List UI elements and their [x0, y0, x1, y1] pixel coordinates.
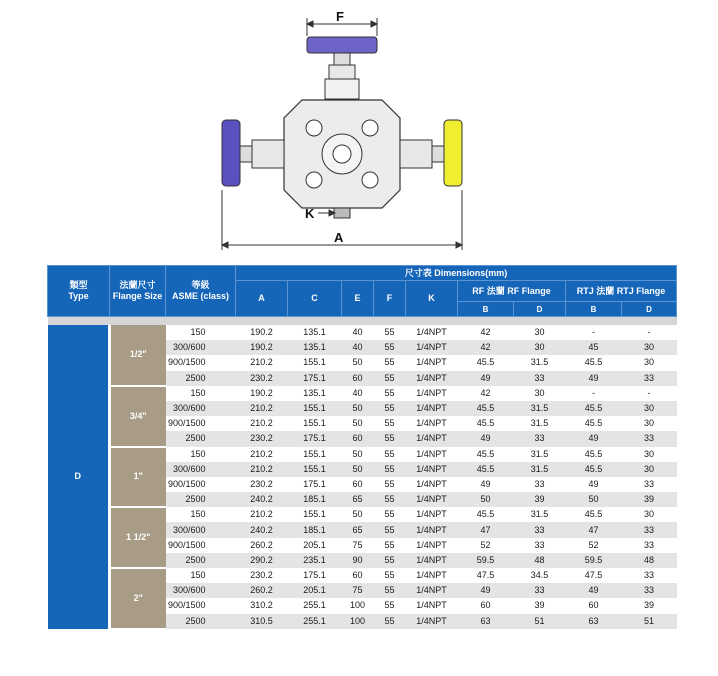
value-cell: 30	[622, 507, 677, 522]
value-cell: 49	[566, 477, 622, 492]
value-cell: 135.1	[288, 340, 342, 355]
value-cell: 33	[514, 538, 566, 553]
value-cell: 60	[458, 598, 514, 613]
value-cell: 34.5	[514, 568, 566, 583]
value-cell: 190.2	[236, 325, 288, 340]
value-cell: 33	[622, 583, 677, 598]
value-cell: 55	[374, 416, 406, 431]
class-cell: 2500	[166, 614, 236, 629]
value-cell: 155.1	[288, 416, 342, 431]
class-cell: 900/1500	[166, 598, 236, 613]
table-row	[48, 568, 677, 583]
class-cell: 150	[166, 507, 236, 522]
value-cell: 33	[514, 431, 566, 446]
value-cell: 49	[458, 431, 514, 446]
value-cell: 30	[514, 340, 566, 355]
value-cell: 155.1	[288, 462, 342, 477]
value-cell: 290.2	[236, 553, 288, 568]
table-body	[48, 325, 677, 629]
value-cell: 49	[566, 371, 622, 386]
class-cell: 300/600	[166, 462, 236, 477]
class-cell: 2500	[166, 371, 236, 386]
value-cell: 30	[622, 462, 677, 477]
rtj-b-header: B	[566, 302, 622, 317]
value-cell: 190.2	[236, 340, 288, 355]
class-cell: 2500	[166, 492, 236, 507]
dimension-k-label: K	[305, 206, 315, 221]
value-cell: 31.5	[514, 447, 566, 462]
value-cell: 60	[342, 431, 374, 446]
value-cell: 175.1	[288, 477, 342, 492]
value-cell: 45.5	[566, 355, 622, 370]
value-cell: 1/4NPT	[406, 522, 458, 537]
value-cell: 60	[342, 568, 374, 583]
value-cell: 49	[566, 583, 622, 598]
value-cell: 50	[342, 355, 374, 370]
flange-size-cell: 1/2"	[110, 325, 166, 386]
value-cell: 39	[622, 492, 677, 507]
flange-size-header: 法蘭尺寸 Flange Size	[110, 266, 166, 317]
value-cell: 40	[342, 325, 374, 340]
flange-size-cell: 3/4"	[110, 386, 166, 447]
flange-size-cell: 1 1/2"	[110, 507, 166, 568]
value-cell: 33	[622, 431, 677, 446]
rf-b-header: B	[458, 302, 514, 317]
value-cell: 155.1	[288, 447, 342, 462]
value-cell: 55	[374, 386, 406, 401]
value-cell: 1/4NPT	[406, 568, 458, 583]
dimension-a-label: A	[334, 230, 344, 245]
rf-d-header: D	[514, 302, 566, 317]
flange-size-cell: 1"	[110, 447, 166, 508]
value-cell: 210.2	[236, 355, 288, 370]
value-cell: 45.5	[458, 401, 514, 416]
value-cell: 65	[342, 492, 374, 507]
value-cell: 1/4NPT	[406, 355, 458, 370]
rf-flange-header: RF 法蘭 RF Flange	[458, 281, 566, 302]
class-cell: 300/600	[166, 340, 236, 355]
value-cell: 33	[622, 538, 677, 553]
type-cell: D	[48, 325, 110, 629]
value-cell: 55	[374, 340, 406, 355]
value-cell: 185.1	[288, 522, 342, 537]
value-cell: 51	[514, 614, 566, 629]
value-cell: 42	[458, 325, 514, 340]
value-cell: 40	[342, 340, 374, 355]
value-cell: 49	[566, 431, 622, 446]
class-cell: 2500	[166, 553, 236, 568]
value-cell: 310.5	[236, 614, 288, 629]
rtj-flange-header: RTJ 法蘭 RTJ Flange	[566, 281, 677, 302]
value-cell: 55	[374, 614, 406, 629]
value-cell: 230.2	[236, 568, 288, 583]
class-cell: 900/1500	[166, 538, 236, 553]
rtj-d-header: D	[622, 302, 677, 317]
value-cell: -	[566, 325, 622, 340]
value-cell: 33	[622, 371, 677, 386]
value-cell: 235.1	[288, 553, 342, 568]
value-cell: 210.2	[236, 462, 288, 477]
value-cell: 45.5	[566, 447, 622, 462]
value-cell: 55	[374, 507, 406, 522]
value-cell: 45.5	[458, 507, 514, 522]
value-cell: 42	[458, 386, 514, 401]
table-row	[48, 325, 677, 340]
value-cell: 33	[622, 477, 677, 492]
value-cell: 1/4NPT	[406, 553, 458, 568]
value-cell: 50	[342, 462, 374, 477]
value-cell: 1/4NPT	[406, 538, 458, 553]
value-cell: 155.1	[288, 355, 342, 370]
class-header: 等級 ASME (class)	[166, 266, 236, 317]
value-cell: 55	[374, 522, 406, 537]
value-cell: 240.2	[236, 492, 288, 507]
value-cell: 1/4NPT	[406, 583, 458, 598]
value-cell: 1/4NPT	[406, 462, 458, 477]
value-cell: 55	[374, 325, 406, 340]
value-cell: 39	[514, 598, 566, 613]
value-cell: 55	[374, 538, 406, 553]
table-row	[48, 447, 677, 462]
valve-manifold-drawing	[0, 0, 718, 262]
value-cell: 175.1	[288, 371, 342, 386]
value-cell: 55	[374, 492, 406, 507]
class-cell: 150	[166, 447, 236, 462]
class-cell: 2500	[166, 431, 236, 446]
value-cell: 205.1	[288, 538, 342, 553]
value-cell: 75	[342, 583, 374, 598]
value-cell: 48	[622, 553, 677, 568]
flange-size-cell: 2"	[110, 568, 166, 629]
value-cell: 33	[622, 568, 677, 583]
table-row	[48, 386, 677, 401]
class-cell: 300/600	[166, 522, 236, 537]
value-cell: 55	[374, 431, 406, 446]
value-cell: 210.2	[236, 416, 288, 431]
value-cell: 63	[458, 614, 514, 629]
value-cell: 50	[342, 416, 374, 431]
value-cell: 175.1	[288, 568, 342, 583]
value-cell: 55	[374, 462, 406, 477]
value-cell: 1/4NPT	[406, 325, 458, 340]
value-cell: 190.2	[236, 386, 288, 401]
value-cell: 45.5	[458, 462, 514, 477]
value-cell: 210.2	[236, 447, 288, 462]
col-e-header: E	[342, 281, 374, 317]
value-cell: 185.1	[288, 492, 342, 507]
value-cell: 31.5	[514, 355, 566, 370]
value-cell: 55	[374, 568, 406, 583]
value-cell: 60	[342, 477, 374, 492]
value-cell: 30	[514, 386, 566, 401]
col-f-header: F	[374, 281, 406, 317]
value-cell: -	[566, 386, 622, 401]
value-cell: 47	[458, 522, 514, 537]
value-cell: 1/4NPT	[406, 386, 458, 401]
value-cell: 45.5	[566, 462, 622, 477]
class-cell: 300/600	[166, 583, 236, 598]
value-cell: 45.5	[566, 416, 622, 431]
value-cell: 33	[514, 477, 566, 492]
table-row	[48, 507, 677, 522]
value-cell: 1/4NPT	[406, 477, 458, 492]
value-cell: 1/4NPT	[406, 416, 458, 431]
value-cell: 175.1	[288, 431, 342, 446]
value-cell: 55	[374, 355, 406, 370]
value-cell: 30	[622, 447, 677, 462]
value-cell: 50	[342, 447, 374, 462]
value-cell: 50	[342, 507, 374, 522]
value-cell: 30	[514, 325, 566, 340]
value-cell: 55	[374, 583, 406, 598]
dimension-f-label: F	[336, 9, 344, 24]
value-cell: 52	[566, 538, 622, 553]
value-cell: 33	[514, 583, 566, 598]
value-cell: 230.2	[236, 431, 288, 446]
col-c-header: C	[288, 281, 342, 317]
value-cell: 210.2	[236, 401, 288, 416]
class-cell: 150	[166, 568, 236, 583]
manifold-body	[284, 100, 400, 218]
value-cell: 65	[342, 522, 374, 537]
value-cell: 30	[622, 401, 677, 416]
value-cell: 30	[622, 416, 677, 431]
value-cell: 50	[566, 492, 622, 507]
value-cell: 47.5	[458, 568, 514, 583]
value-cell: 33	[514, 371, 566, 386]
type-header: 類型 Type	[48, 266, 110, 317]
value-cell: 240.2	[236, 522, 288, 537]
value-cell: 49	[458, 477, 514, 492]
value-cell: 230.2	[236, 477, 288, 492]
col-a-header: A	[236, 281, 288, 317]
value-cell: 55	[374, 477, 406, 492]
class-cell: 150	[166, 325, 236, 340]
value-cell: 45.5	[458, 416, 514, 431]
value-cell: 90	[342, 553, 374, 568]
value-cell: 55	[374, 401, 406, 416]
value-cell: 39	[514, 492, 566, 507]
value-cell: 39	[622, 598, 677, 613]
value-cell: 31.5	[514, 416, 566, 431]
value-cell: 45.5	[458, 447, 514, 462]
value-cell: 1/4NPT	[406, 492, 458, 507]
value-cell: 45.5	[458, 355, 514, 370]
value-cell: 45	[566, 340, 622, 355]
value-cell: 55	[374, 553, 406, 568]
value-cell: 1/4NPT	[406, 371, 458, 386]
right-valve	[400, 120, 462, 186]
value-cell: 63	[566, 614, 622, 629]
dimension-k	[318, 210, 335, 216]
value-cell: 310.2	[236, 598, 288, 613]
value-cell: 260.2	[236, 583, 288, 598]
value-cell: 45.5	[566, 507, 622, 522]
dimensions-header: 尺寸表 Dimensions(mm)	[236, 266, 677, 281]
value-cell: 30	[622, 340, 677, 355]
value-cell: 47.5	[566, 568, 622, 583]
value-cell: 55	[374, 598, 406, 613]
value-cell: 47	[566, 522, 622, 537]
value-cell: 59.5	[566, 553, 622, 568]
value-cell: 1/4NPT	[406, 598, 458, 613]
value-cell: 135.1	[288, 386, 342, 401]
class-cell: 900/1500	[166, 416, 236, 431]
value-cell: 50	[342, 401, 374, 416]
value-cell: 42	[458, 340, 514, 355]
value-cell: 50	[458, 492, 514, 507]
value-cell: 210.2	[236, 507, 288, 522]
value-cell: 55	[374, 447, 406, 462]
value-cell: 31.5	[514, 462, 566, 477]
left-valve	[222, 120, 284, 186]
top-handle	[307, 37, 377, 99]
value-cell: 155.1	[288, 507, 342, 522]
value-cell: 60	[342, 371, 374, 386]
value-cell: 205.1	[288, 583, 342, 598]
class-cell: 150	[166, 386, 236, 401]
value-cell: 49	[458, 371, 514, 386]
value-cell: 33	[514, 522, 566, 537]
value-cell: 135.1	[288, 325, 342, 340]
value-cell: 59.5	[458, 553, 514, 568]
value-cell: 1/4NPT	[406, 340, 458, 355]
value-cell: 1/4NPT	[406, 431, 458, 446]
class-cell: 900/1500	[166, 477, 236, 492]
value-cell: 255.1	[288, 598, 342, 613]
value-cell: 75	[342, 538, 374, 553]
value-cell: 31.5	[514, 401, 566, 416]
value-cell: 230.2	[236, 371, 288, 386]
value-cell: 260.2	[236, 538, 288, 553]
value-cell: 31.5	[514, 507, 566, 522]
value-cell: 45.5	[566, 401, 622, 416]
value-cell: 1/4NPT	[406, 507, 458, 522]
value-cell: 30	[622, 355, 677, 370]
value-cell: 52	[458, 538, 514, 553]
value-cell: -	[622, 386, 677, 401]
value-cell: 1/4NPT	[406, 447, 458, 462]
col-k-header: K	[406, 281, 458, 317]
value-cell: 60	[566, 598, 622, 613]
value-cell: 155.1	[288, 401, 342, 416]
value-cell: 1/4NPT	[406, 401, 458, 416]
value-cell: 49	[458, 583, 514, 598]
dimensions-table	[47, 265, 677, 630]
value-cell: 40	[342, 386, 374, 401]
value-cell: 55	[374, 371, 406, 386]
value-cell: -	[622, 325, 677, 340]
class-cell: 900/1500	[166, 355, 236, 370]
class-cell: 300/600	[166, 401, 236, 416]
value-cell: 48	[514, 553, 566, 568]
value-cell: 100	[342, 614, 374, 629]
value-cell: 33	[622, 522, 677, 537]
value-cell: 1/4NPT	[406, 614, 458, 629]
value-cell: 51	[622, 614, 677, 629]
value-cell: 100	[342, 598, 374, 613]
value-cell: 255.1	[288, 614, 342, 629]
